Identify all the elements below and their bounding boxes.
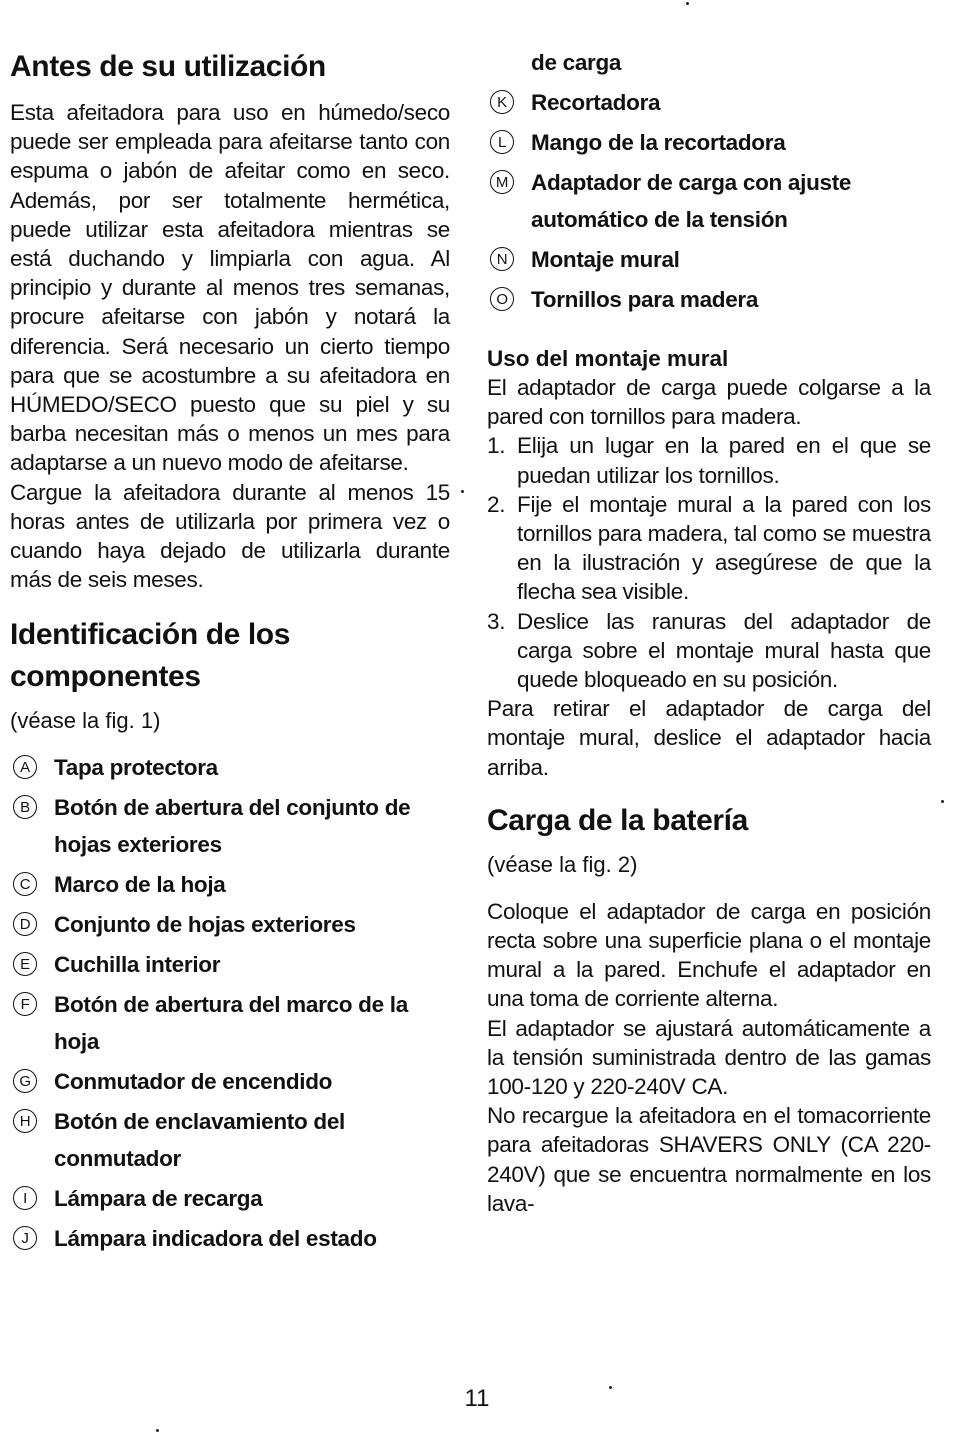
- right-column: [487, 0, 931, 1218]
- heading-battery: Carga de la batería: [487, 803, 748, 837]
- scan-speck: [609, 1386, 612, 1389]
- component-item: C Marco de la hoja: [10, 866, 450, 903]
- battery-paragraph-1: Coloque el adaptador de carga en posición recta sobre una superficie plana o el montaje mural a la pared. Enchufe el adaptador en una toma de corriente alterna.: [487, 898, 931, 1012]
- component-list-continued: [487, 44, 931, 318]
- wall-mount-heading: Uso del montaje mural: [487, 346, 729, 371]
- battery-paragraph-3: No recargue la afeitadora en el tomacorriente para afeitadoras SHAVERS ONLY (CA 220-240V) que se encuentra normalmente en los lava-: [487, 1103, 931, 1216]
- component-item: O Tornillos para madera: [487, 281, 931, 318]
- scan-speck: [686, 2, 689, 5]
- component-item: L Mango de la recortadora: [487, 124, 931, 161]
- heading-identification: Identificación de los componentes: [10, 618, 290, 694]
- component-letter-badge: F: [10, 992, 40, 1016]
- heading-before-use: Antes de su utilización: [10, 50, 326, 83]
- step-item: 3. Deslice las ranuras del adaptador de carga sobre el montaje mural hasta que quede bloqueado en su posición.: [487, 608, 931, 693]
- left-column: [10, 0, 450, 1260]
- component-item: G Conmutador de encendido: [10, 1063, 450, 1100]
- battery-paragraph-2: El adaptador se ajustará automáticamente a la tensión suministrada dentro de las gamas 100-120 y 220-240V CA.: [487, 1015, 931, 1100]
- component-letter-badge: E: [10, 952, 40, 976]
- component-letter-badge: J: [10, 1226, 40, 1250]
- component-item: M Adaptador de carga con ajuste automático de la tensión: [487, 164, 931, 238]
- component-letter-badge: K: [487, 90, 517, 114]
- component-letter-badge: B: [10, 795, 40, 819]
- page-number: 11: [464, 1385, 490, 1412]
- component-letter-badge: A: [10, 755, 40, 779]
- component-letter-badge: C: [10, 872, 40, 896]
- component-letter-badge: I: [10, 1186, 40, 1210]
- wall-mount-steps: [487, 431, 931, 694]
- remove-adapter-text: Para retirar el adaptador de carga del montaje mural, deslice el adaptador hacia arriba.: [487, 696, 931, 780]
- component-item: E Cuchilla interior: [10, 946, 450, 983]
- wall-mount-intro: El adaptador de carga puede colgarse a la pared con tornillos para madera.: [487, 375, 931, 430]
- step-item: 2. Fije el montaje mural a la pared con los tornillos para madera, tal como se muestra en la ilustración y asegúrese de que la flecha sea visible.: [487, 491, 931, 605]
- component-letter-badge: L: [487, 130, 517, 154]
- component-item: J Lámpara indicadora del estado: [10, 1220, 450, 1257]
- scan-speck: [461, 490, 464, 493]
- component-item-continuation: de carga: [531, 50, 622, 75]
- fig-2-reference: (véase la fig. 2): [487, 851, 638, 877]
- component-item: B Botón de abertura del conjunto de hojas exteriores: [10, 789, 450, 863]
- component-letter-badge: N: [487, 247, 517, 271]
- component-item: N Montaje mural: [487, 241, 931, 278]
- scan-speck: [941, 800, 944, 803]
- component-item: F Botón de abertura del marco de la hoja: [10, 986, 450, 1060]
- component-item: I Lámpara de recarga: [10, 1180, 450, 1217]
- component-item: D Conjunto de hojas exteriores: [10, 906, 450, 943]
- component-letter-badge: G: [10, 1069, 40, 1093]
- scan-speck: [156, 1429, 159, 1432]
- component-letter-badge: O: [487, 287, 517, 311]
- component-item: K Recortadora: [487, 84, 931, 121]
- component-list: [10, 749, 450, 1257]
- step-item: 1. Elija un lugar en la pared en el que se puedan utilizar los tornillos.: [487, 433, 931, 488]
- intro-paragraph: Esta afeitadora para uso en húmedo/seco puede ser empleada para afeitarse tanto con espuma o jabón de afeitar como en seco. Además, por ser totalmente hermética, puede utilizar esta afeitadora mientras se está duchando y limpiarla con agua. Al principio y durante al menos tres semanas, procure afeitarse con jabón y notará la diferencia. Será necesario un cierto tiempo para que se acostumbre a su afeitadora en HÚMEDO/SECO puesto que su piel y su barba necesitan más o menos un mes para adaptarse a un nuevo modo de afeitarse.: [10, 100, 450, 476]
- component-letter-badge: H: [10, 1109, 40, 1133]
- component-letter-badge: D: [10, 912, 40, 936]
- fig-1-reference: (véase la fig. 1): [10, 708, 161, 734]
- component-letter-badge: M: [487, 170, 517, 194]
- component-item: A Tapa protectora: [10, 749, 450, 786]
- charge-paragraph: Cargue la afeitadora durante al menos 15 horas antes de utilizarla por primera vez o cuando haya dejado de utilizarla durante más de seis meses.: [10, 479, 450, 593]
- component-item: H Botón de enclavamiento del conmutador: [10, 1103, 450, 1177]
